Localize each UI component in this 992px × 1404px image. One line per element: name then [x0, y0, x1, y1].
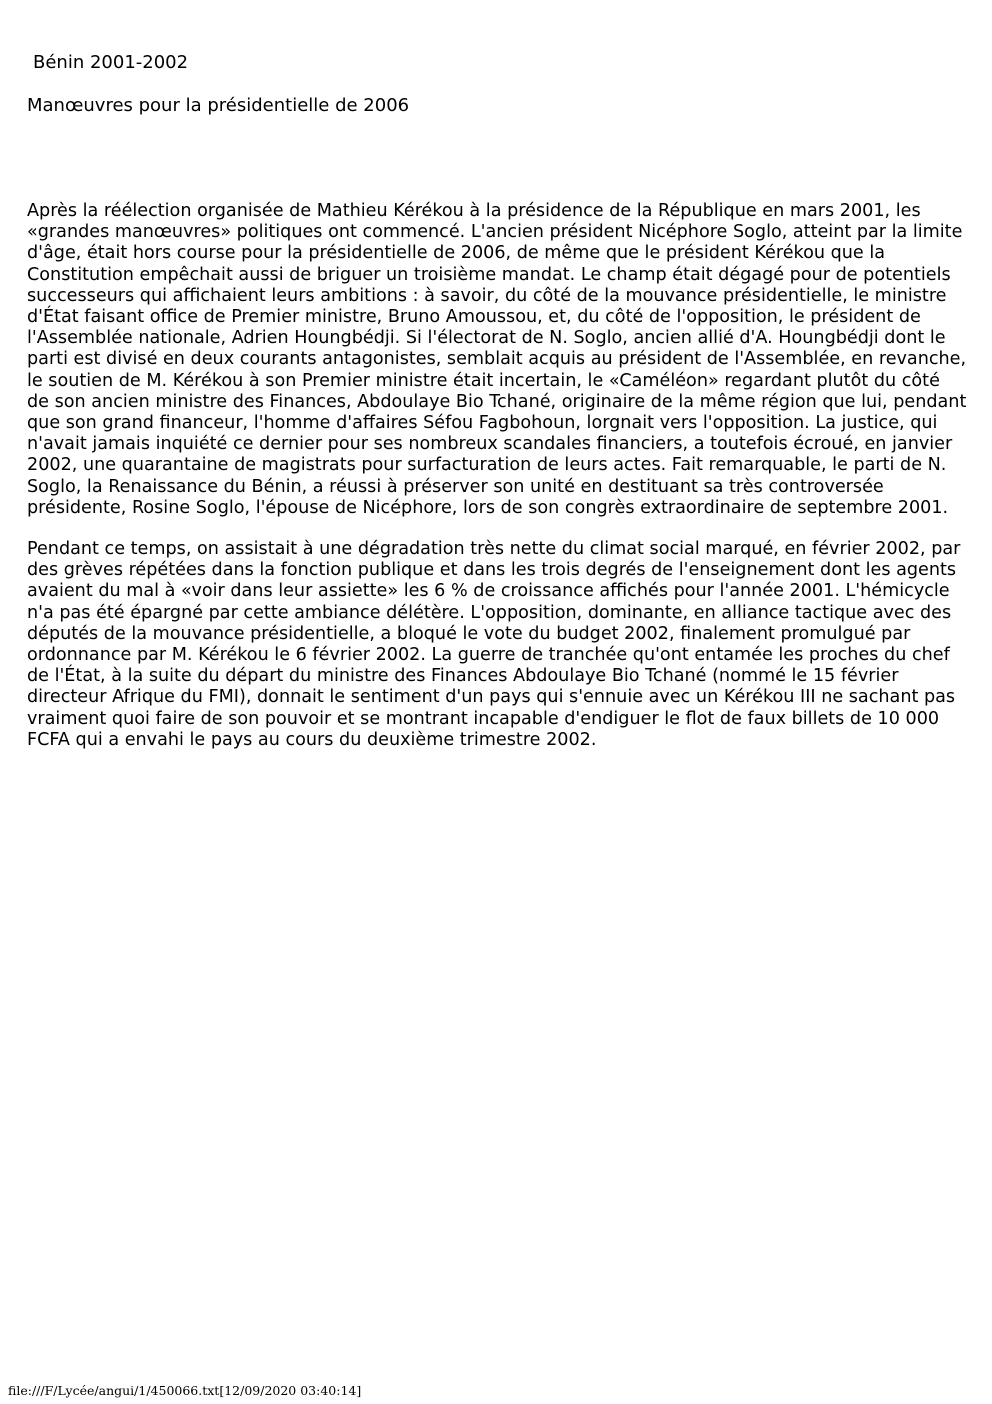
page-subtitle: Manœuvres pour la présidentielle de 2006: [27, 95, 410, 116]
article-body: [27, 201, 967, 771]
footer-file-url: file:///F/Lycée/angui/1/450066.txt[12/09/2020 03:40:14]: [8, 1383, 362, 1398]
page-title: Bénin 2001-2002: [33, 52, 189, 73]
paragraph: Après la réélection organisée de Mathieu Kérékou à la présidence de la République en mars 2001, les «grandes manœuvres» politiques ont commencé. L'ancien président Nicéphore Soglo, atteint par la limite d'âge, était hors course pour la présidentielle de 2006, de même que le président Kérékou que la Constitution empêchait aussi de briguer un troisième mandat. Le champ était dégagé pour de potentiels successeurs qui affichaient leurs ambitions : à savoir, du côté de la mouvance présidentielle, le ministre d'État faisant office de Premier ministre, Bruno Amoussou, et, du côté de l'opposition, le président de l'Assemblée nationale, Adrien Houngbédji. Si l'électorat de N. Soglo, ancien allié d'A. Houngbédji dont le parti est divisé en deux courants antagonistes, semblait acquis au président de l'Assemblée, en revanche, le soutien de M. Kérékou à son Premier ministre était incertain, le «Caméléon» regardant plutôt du côté de son ancien ministre des Finances, Abdoulaye Bio Tchané, originaire de la même région que lui, pendant que son grand financeur, l'homme d'affaires Séfou Fagbohoun, lorgnait vers l'opposition. La justice, qui n'avait jamais inquiété ce dernier pour ses nombreux scandales financiers, a toutefois écroué, en janvier 2002, une quarantaine de magistrats pour surfacturation de leurs actes. Fait remarquable, le parti de N. Soglo, la Renaissance du Bénin, a réussi à préserver son unité en destituant sa très controversée présidente, Rosine Soglo, l'épouse de Nicéphore, lors de son congrès extraordinaire de septembre 2001.: [27, 201, 967, 518]
paragraph: Pendant ce temps, on assistait à une dégradation très nette du climat social marqué, en février 2002, par des grèves répétées dans la fonction publique et dans les trois degrés de l'enseignement dont les agents avaient du mal à «voir dans leur assiette» les 6 % de croissance affichés pour l'année 2001. L'hémicycle n'a pas été épargné par cette ambiance délétère. L'opposition, dominante, en alliance tactique avec des députés de la mouvance présidentielle, a bloqué le vote du budget 2002, finalement promulgué par ordonnance par M. Kérékou le 6 février 2002. La guerre de tranchée qu'ont entamée les proches du chef de l'État, à la suite du départ du ministre des Finances Abdoulaye Bio Tchané (nommé le 15 février directeur Afrique du FMI), donnait le sentiment d'un pays qui s'ennuie avec un Kérékou III ne sachant pas vraiment quoi faire de son pouvoir et se montrant incapable d'endiguer le flot de faux billets de 10 000 FCFA qui a envahi le pays au cours du deuxième trimestre 2002.: [27, 539, 961, 750]
